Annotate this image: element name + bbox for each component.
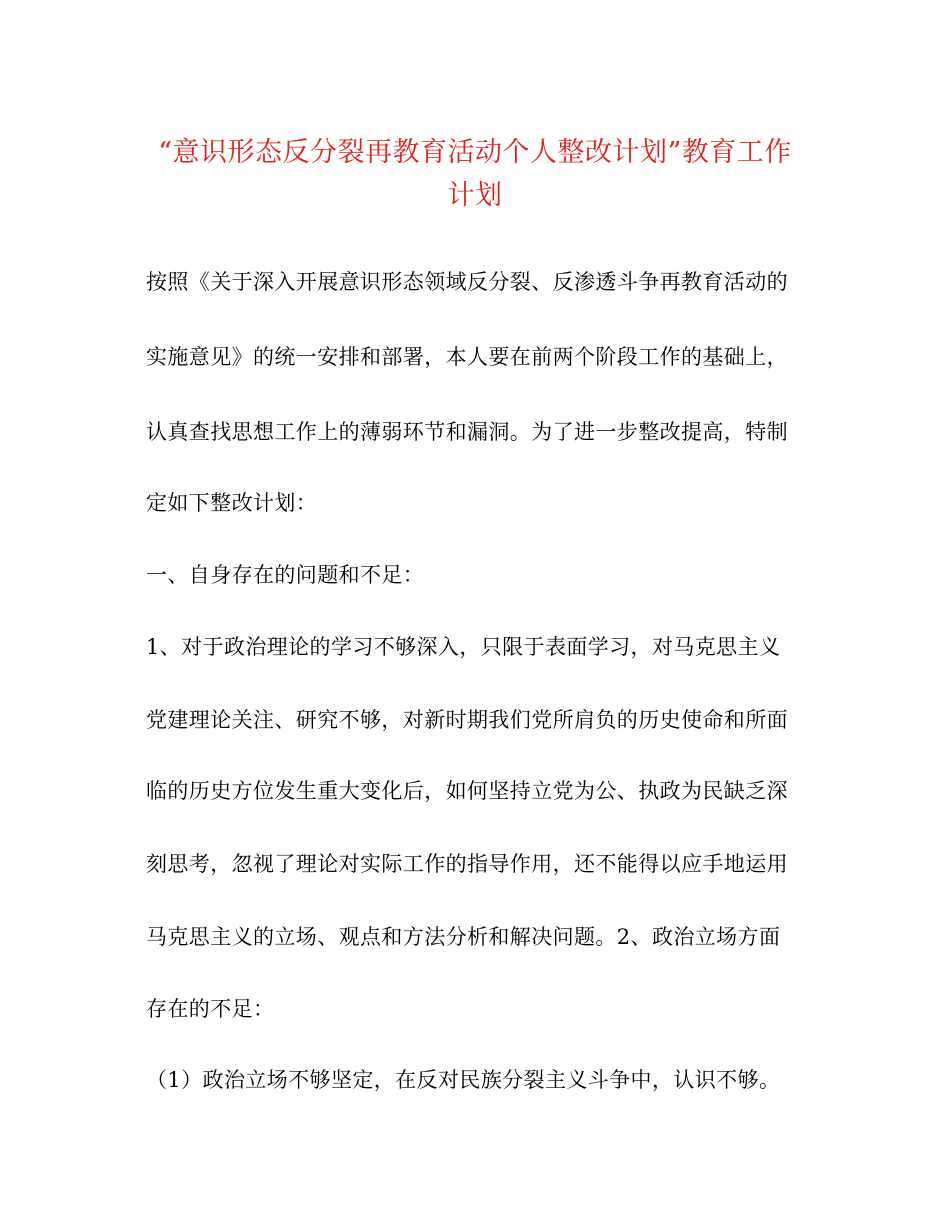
body-line-12: （1）政治立场不够坚定，在反对民族分裂主义斗争中，认识不够。 xyxy=(146,1068,781,1092)
body-line-6: 1、对于政治理论的学习不够深入，只限于表面学习，对马克思主义 xyxy=(146,635,781,659)
body-line-10: 马克思主义的立场、观点和方法分析和解决问题。2、政治立场方面 xyxy=(146,925,781,949)
body-line-8: 临的历史方位发生重大变化后，如何坚持立党为公、执政为民缺乏深 xyxy=(146,779,788,803)
body-line-11: 存在的不足： xyxy=(146,997,275,1021)
section-heading-problems: 一、自身存在的问题和不足： xyxy=(146,563,425,587)
body-line-7: 党建理论关注、研究不够，对新时期我们党所肩负的历史使命和所面 xyxy=(146,708,788,732)
body-line-4: 定如下整改计划： xyxy=(146,491,318,515)
body-line-2: 实施意见》的统一安排和部署，本人要在前两个阶段工作的基础上， xyxy=(146,345,788,369)
body-line-1: 按照《关于深入开展意识形态领域反分裂、反渗透斗争再教育活动的 xyxy=(146,270,788,294)
body-line-3: 认真查找思想工作上的薄弱环节和漏洞。为了进一步整改提高，特制 xyxy=(146,420,788,444)
document-title-line-1: “意识形态反分裂再教育活动个人整改计划”教育工作 xyxy=(158,137,792,168)
body-line-9: 刻思考，忽视了理论对实际工作的指导作用，还不能得以应手地运用 xyxy=(146,852,788,876)
document-title-line-2: 计划 xyxy=(447,180,503,211)
